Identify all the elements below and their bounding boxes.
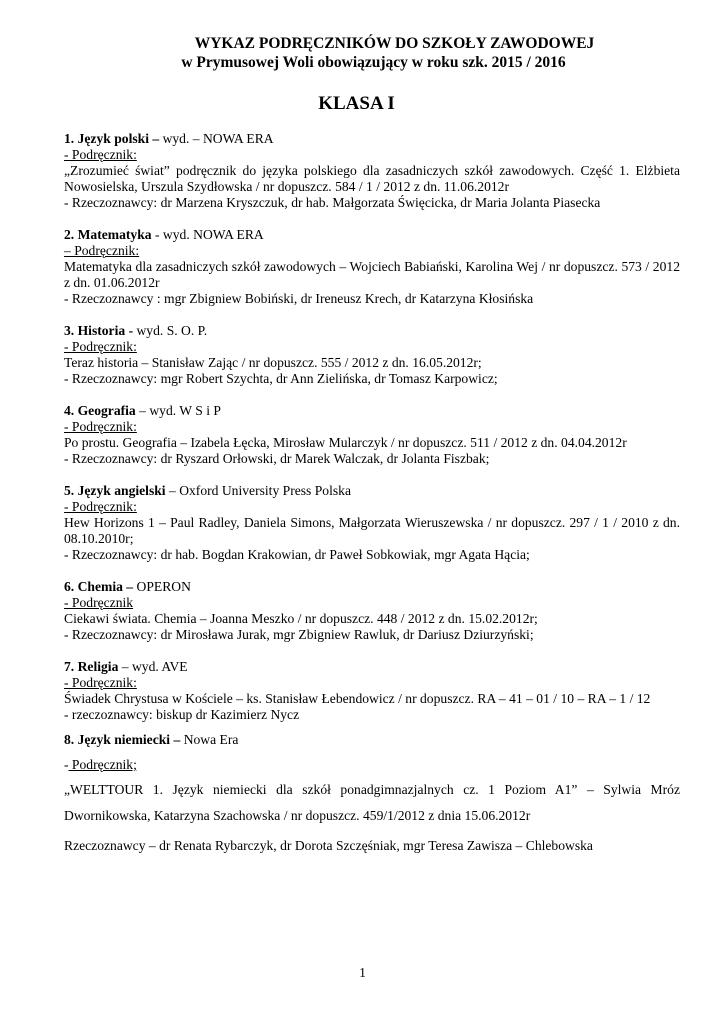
subject-name: 5. Język angielski [64,483,166,498]
subject-section [64,131,680,211]
subject-section [64,727,680,858]
subject-name: 2. Matematyka [64,227,152,242]
subject-title [64,403,680,419]
textbook-label: Podręcznik; [68,757,137,772]
subject-title [64,227,680,243]
subject-publisher: - wyd. NOWA ERA [151,227,264,242]
textbook-details: „WELTTOUR 1. Język niemiecki dla szkół ponadgimnazjalnych cz. 1 Poziom A1” – Sylwia Mróz Dwornikowska, Katarzyna Szachowska / nr dopuszcz. 459/1/2012 z dnia 15.06.2012r [64,782,680,823]
textbook-details: Świadek Chrystusa w Kościele – ks. Stanisław Łebendowicz / nr dopuszcz. RA – 41 – 01 / 10 – RA – 1 / 12 [64,691,651,706]
textbook-details: Matematyka dla zasadniczych szkół zawodowych – Wojciech Babiański, Karolina Wej / nr dopuszcz. 573 / 2012 z dn. 01.06.2012r [64,259,680,290]
subject-section [64,403,680,467]
subject-title [64,131,680,147]
textbook-details: Teraz historia – Stanisław Zając / nr dopuszcz. 555 / 2012 z dn. 16.05.2012r; [64,355,482,370]
subject-section [64,227,680,307]
subject-name: 8. Język niemiecki – [64,732,181,747]
textbook-list [64,131,680,874]
subject-publisher: – Oxford University Press Polska [165,483,351,498]
textbook-label: – Podręcznik: [64,243,140,258]
class-heading-text: KLASA I [318,93,395,114]
subject-publisher: OPERON [133,579,191,594]
subject-name: 6. Chemia – [64,579,134,594]
subject-title [64,659,680,675]
textbook-label: - Podręcznik: [64,147,137,162]
textbook-label: - Podręcznik: [64,675,137,690]
textbook-details: Ciekawi świata. Chemia – Joanna Meszko / nr dopuszcz. 448 / 2012 z dn. 15.02.2012r; [64,611,538,626]
reviewers: Rzeczoznawcy – dr Renata Rybarczyk, dr Dorota Szczęśniak, mgr Teresa Zawisza – Chlebowska [64,838,593,853]
textbook-label: - Podręcznik: [64,419,137,434]
textbook-label-dash: - [64,757,69,772]
reviewers: - Rzeczoznawcy: dr hab. Bogdan Krakowian, dr Paweł Sobkowiak, mgr Agata Hącia; [64,547,530,562]
header-subtitle: w Prymusowej Woli obowiązujący w roku szk. 2015 / 2016 [181,54,566,71]
textbook-label: - Podręcznik: [64,339,137,354]
subject-publisher: – wyd. AVE [118,659,188,674]
subject-section [64,659,680,723]
header-title: WYKAZ PODRĘCZNIKÓW DO SZKOŁY ZAWODOWEJ [194,35,595,52]
reviewers: - Rzeczoznawcy: dr Mirosława Jurak, mgr Zbigniew Rawluk, dr Dariusz Dziurzyński; [64,627,534,642]
subject-publisher: wyd. S. O. P. [133,323,208,338]
textbook-label: - Podręcznik [64,595,134,610]
subject-section [64,323,680,387]
subject-publisher: Nowa Era [180,732,239,747]
subject-title [64,483,680,499]
subject-section [64,579,680,643]
class-heading [0,93,725,115]
reviewers: - Rzeczoznawcy: mgr Robert Szychta, dr Ann Zielińska, dr Tomasz Karpowicz; [64,371,498,386]
reviewers: - Rzeczoznawcy: dr Ryszard Orłowski, dr Marek Walczak, dr Jolanta Fiszbak; [64,451,490,466]
subject-title [64,323,680,339]
textbook-label: - Podręcznik: [64,499,137,514]
subject-publisher: wyd. – NOWA ERA [159,131,274,146]
textbook-label-row [64,752,680,777]
subject-name: 3. Historia - [64,323,134,338]
subject-title [64,727,680,752]
textbook-details: Hew Horizons 1 – Paul Radley, Daniela Simons, Małgorzata Wieruszewska / nr dopuszcz. 297 / 1 / 2010 z dn. 08.10.2010r; [64,515,680,546]
subject-name: 1. Język polski – [64,131,160,146]
reviewers: - rzeczoznawcy: biskup dr Kazimierz Nycz [64,707,300,722]
subject-name: 4. Geografia [64,403,136,418]
subject-section [64,483,680,563]
page-number: 1 [359,965,366,980]
subject-name: 7. Religia [64,659,119,674]
subject-title [64,579,680,595]
textbook-details: „Zrozumieć świat” podręcznik do języka polskiego dla zasadniczych szkół zawodowych. Część 1. Elżbieta Nowosielska, Urszula Szydłowska / nr dopuszcz. 584 / 1 / 2012 z dn. 11.06.2012r [64,163,680,194]
reviewers: - Rzeczoznawcy: dr Marzena Kryszczuk, dr hab. Małgorzata Święcicka, dr Maria Jolanta Piasecka [64,195,601,210]
reviewers: - Rzeczoznawcy : mgr Zbigniew Bobiński, dr Ireneusz Krech, dr Katarzyna Kłosińska [64,291,534,306]
textbook-details: Po prostu. Geografia – Izabela Łęcka, Mirosław Mularczyk / nr dopuszcz. 511 / 2012 z dn. 04.04.2012r [64,435,627,450]
document-header [0,34,725,72]
subject-publisher: – wyd. W S i P [135,403,221,418]
